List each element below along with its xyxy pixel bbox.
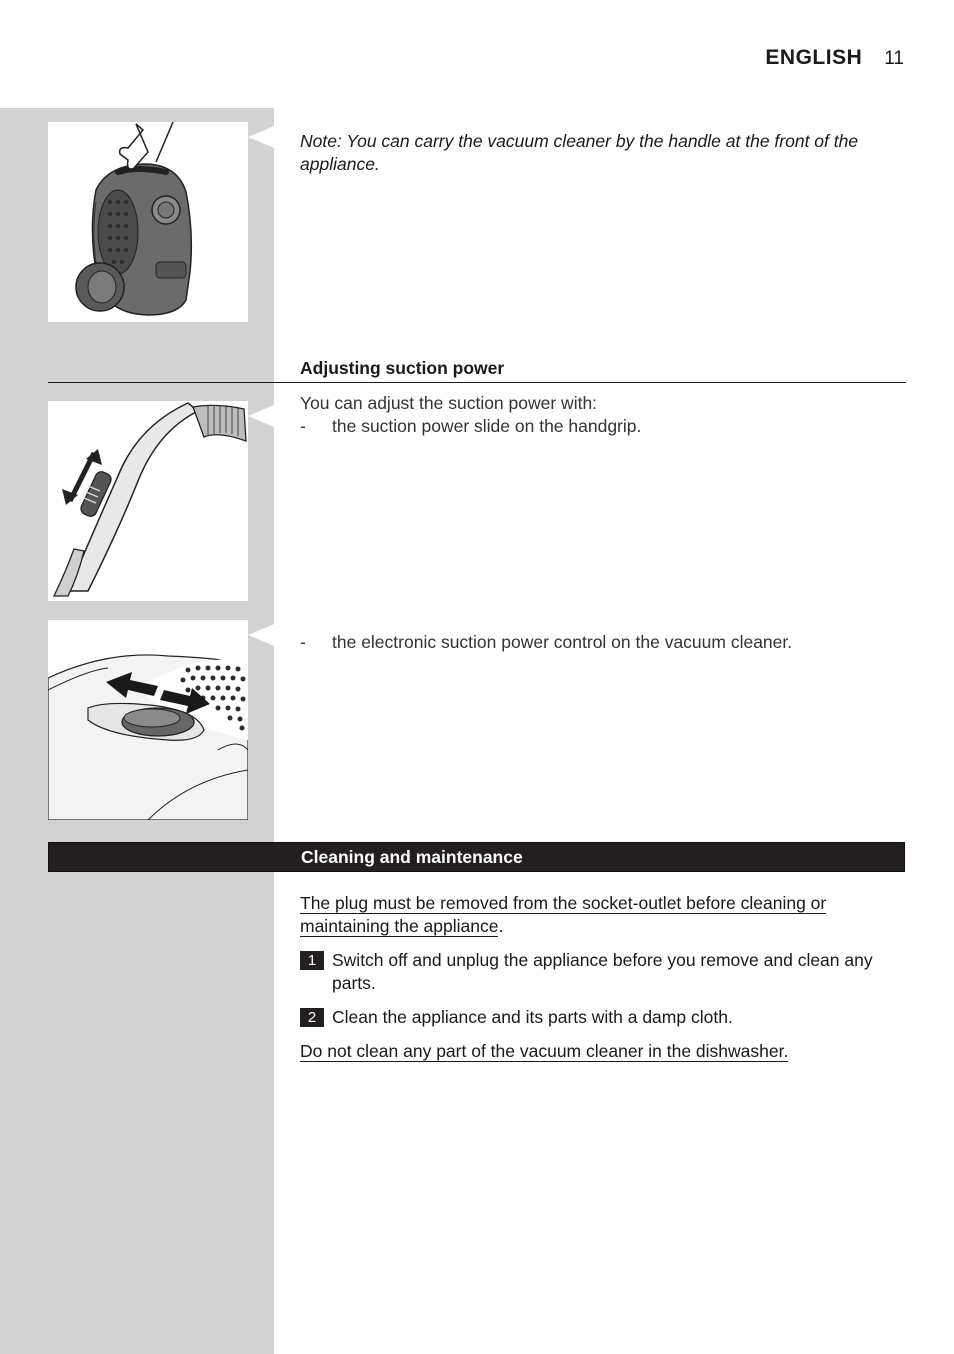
figure-pointer xyxy=(248,405,274,427)
bullet-handgrip xyxy=(300,415,906,438)
bullet-handgrip-text: the suction power slide on the handgrip. xyxy=(332,416,642,436)
section-title-suction: Adjusting suction power xyxy=(300,358,505,378)
bullet-dash: - xyxy=(300,632,306,652)
section-band-cleaning xyxy=(48,842,905,872)
language-label: ENGLISH xyxy=(765,46,863,69)
dishwasher-caution xyxy=(300,1040,906,1063)
bullet-electronic xyxy=(300,631,906,654)
step-number: 2 xyxy=(300,1008,324,1027)
plug-warning-line1: The plug must be removed from the socket-outlet before cleaning or xyxy=(300,893,827,913)
dishwasher-caution-text: Do not clean any part of the vacuum cleaner in the dishwasher. xyxy=(300,1041,789,1061)
suction-control-illustration xyxy=(48,620,248,820)
bullet-dash: - xyxy=(300,416,306,436)
plug-warning-period: . xyxy=(498,916,504,936)
step-2 xyxy=(300,1006,906,1029)
vacuum-carry-illustration xyxy=(48,122,248,322)
step-number: 1 xyxy=(300,951,324,970)
step-1 xyxy=(300,949,906,995)
figure-pointer xyxy=(248,624,274,646)
plug-warning xyxy=(300,892,906,938)
step-text: Clean the appliance and its parts with a damp cloth. xyxy=(332,1007,733,1027)
handgrip-slide-illustration xyxy=(48,401,248,601)
plug-warning-line2: maintaining the appliance xyxy=(300,916,499,936)
suction-intro: You can adjust the suction power with: xyxy=(300,393,598,413)
section-title-cleaning: Cleaning and maintenance xyxy=(301,847,523,867)
bullet-electronic-text: the electronic suction power control on the vacuum cleaner. xyxy=(332,632,793,652)
page-number: 11 xyxy=(884,48,904,69)
carry-note: Note: You can carry the vacuum cleaner by the handle at the front of the appliance. xyxy=(300,131,859,174)
step-text: Switch off and unplug the appliance before you remove and clean any parts. xyxy=(332,950,873,993)
figure-pointer xyxy=(248,126,274,148)
section-rule xyxy=(48,382,906,383)
page-header xyxy=(765,46,904,70)
